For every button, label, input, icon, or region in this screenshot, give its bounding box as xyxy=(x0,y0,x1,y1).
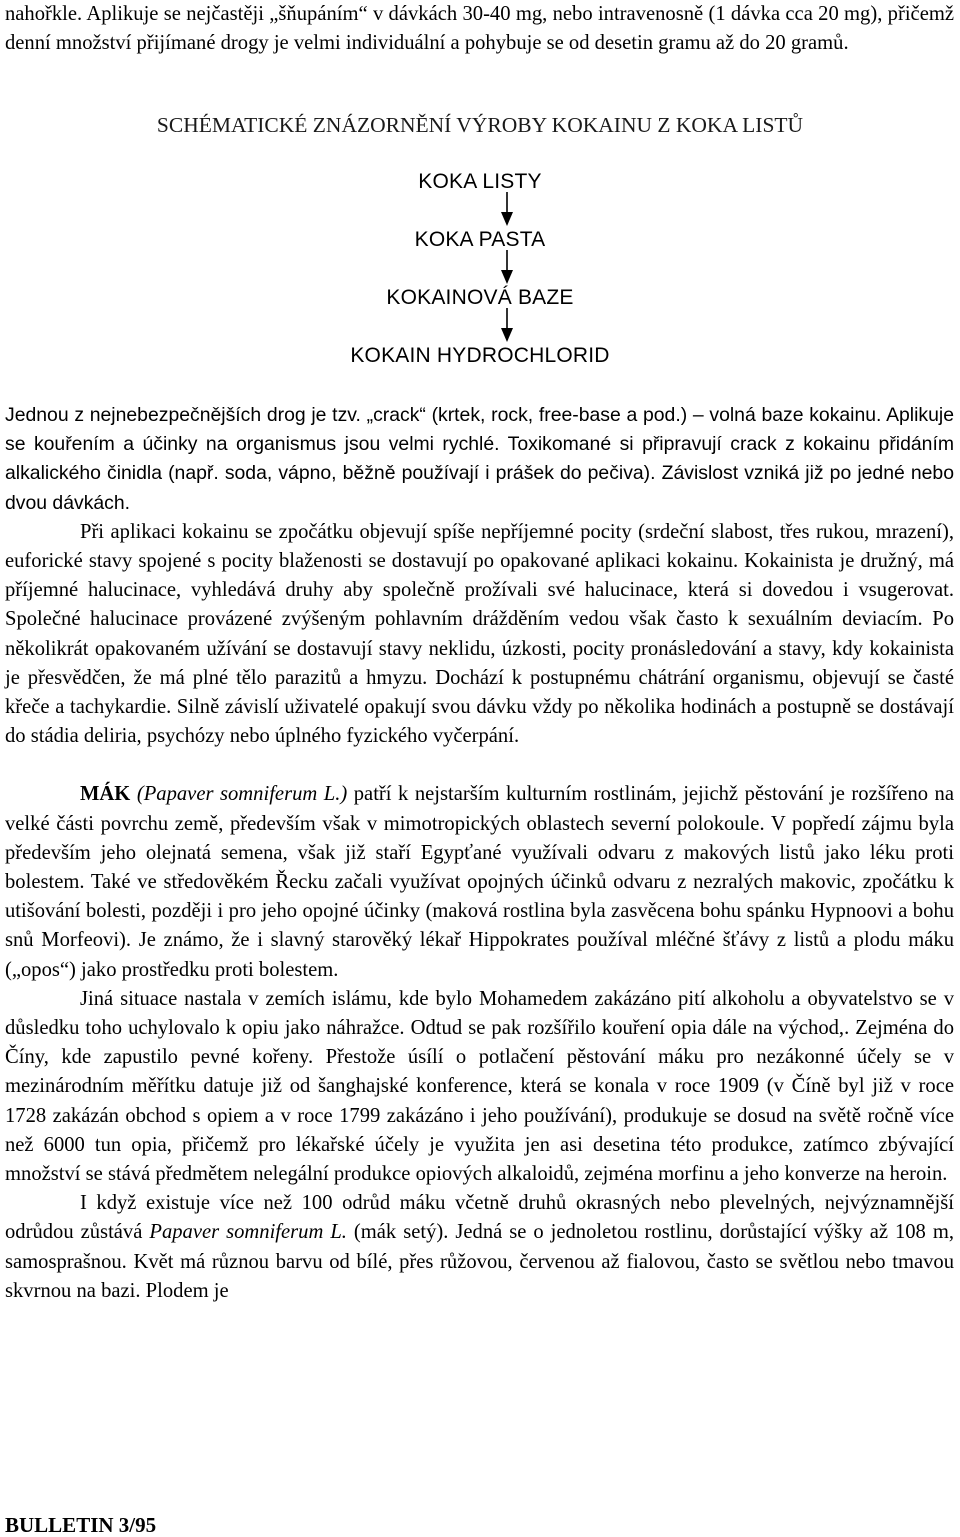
mak-latin-name: (Papaver somniferum L.) xyxy=(136,783,348,806)
mak-text: patří k nejstarším kulturním rostlinám, jejichž pěstování je rozšířeno na velké části povrchu země, především však v mimotropických oblastech severní polokoule. V popředí zájmu byla především jeho olejnatá semena, však již staří Egypťané využívali odvaru z makových listů jako léku proti bolestem. Také ve středověkém Řecku začali využívat opojných účinků odvaru z nezralých makovic, zpočátku k utišování bolesti, později i pro jeho opojné účinky (maková rostlina byla zasvěcena bohu spánku Hypnoovi a bohu snů Morfeovi). Je známo, že i slavný starověký lékař Hippokrates používal mléčné šťávy z listů a plodu máku („opos“) jako prostředku proti bolestem. xyxy=(5,783,954,981)
intro-paragraph xyxy=(5,0,954,58)
varieties-text-end: (mák setý). Jedná se o jednoletou rostlinu, dorůstající výšky až 108 m, samosprašnou. Květ má různou barvu od bílé, přes růžovou, červenou až fialovou, často se světlou nebo tmavou skvrnou na bazi. Plodem je xyxy=(5,1221,955,1302)
paragraph-islam: Jiná situace nastala v zemích islámu, kde bylo Mohamedem zakázáno pití alkoholu a obyvatelstvo se v důsledku toho uchylovalo k opiu jako náhražce. Odtud se pak rozšířilo kouření opia dále na východ,. Zejména do Číny, kde zapustilo pevné kořeny. Přestože úsílí o potlačení pěstování máku pro nezákonné účely se v mezinárodním měřítku datuje již od šanghajské konference, která se konala v roce 1909 (v Číně byl již v roce 1728 zakázán obchod s opiem a v roce 1799 zakázáno i jeho používání), produkuje se dosud na světě ročně více než 6000 tun opia, přičemž pro lékařské účely je využita jen asi desetina této produkce, zatímco zbývající množství se stává předmětem nelegální produkce opiových alkaloidů, zejména morfinu a jeho konverze na heroin. xyxy=(5,987,954,1186)
varieties-latin-name: Papaver somniferum L. xyxy=(149,1221,347,1244)
paragraph-effects: Při aplikaci kokainu se zpočátku objevují spíše nepříjemné pocity (srdeční slabost, třes rukou, mrazení), euforické stavy spojené s pocity blaženosti se dostavují po opakované aplikaci kokainu. Kokainista je družný, má příjemné halucinace, vyhledává druhy aby společně prožívali své halucinace, která si dovedou i vsugerovat. Společné halucinace provázené zvýšeným pohlavním drážděním vedou však často k sexuálním deviacím. Po několikrát opakovaném užívání se dostavují stavy neklidu, úzkosti, pocity pronásledování a stavy, kdy kokainista je přesvědčen, že má plné tělo parazitů a hmyzu. Dochází k postupnému chátrání organismu, objevují se časté křeče a tachykardie. Silně závislí uživatelé opakují svou dávku vždy po několika hodinách a postupně se dostávají do stádia deliria, psychózy nebo úplného fyzického vyčerpání. xyxy=(5,520,954,748)
intro-text: nahořkle. Aplikuje se nejčastěji „šňupáním“ v dávkách 30-40 mg, nebo intravenosně (1 dávka cca 20 mg), přičemž denní množství přijímané drogy je velmi individuální a pohybuje se od desetin gramu až do 20 gramů. xyxy=(5,3,954,55)
diagram-step-koka-listy: KOKA LISTY xyxy=(418,170,542,193)
diagram-step-kokainova-baze: KOKAINOVÁ BAZE xyxy=(386,286,574,309)
page-footer: BULLETIN 3/95 xyxy=(5,1513,157,1537)
arrow-down-icon xyxy=(499,192,515,226)
paragraph-crack: Jednou z nejnebezpečnějších drog je tzv. „crack“ (krtek, rock, free-base a pod.) – volná baze kokainu. Aplikuje se kouřením a účinky na organismus jsou velmi rychlé. Toxikomané si připravují crack z kokainu přidáním alkalického činidla (např. soda, vápno, běžně používají i prášek do pečiva). Závislost vzniká již po jedné nebo dvou dávkách. xyxy=(5,404,954,514)
arrow-down-icon xyxy=(499,250,515,284)
varieties-text-start: I když existuje více než 100 odrůd máku včetně druhů okrasných nebo plevelných, nejvýznamnější odrůdou zůstává xyxy=(5,1192,954,1244)
body-text xyxy=(5,401,954,1306)
arrow-down-icon xyxy=(499,308,515,342)
paragraph-mak xyxy=(5,780,954,984)
mak-heading: MÁK xyxy=(80,783,131,806)
diagram-step-koka-pasta: KOKA PASTA xyxy=(414,228,546,251)
diagram-step-kokain-hydrochlorid: KOKAIN HYDROCHLORID xyxy=(350,344,610,367)
diagram-title: SCHÉMATICKÉ ZNÁZORNĚNÍ VÝROBY KOKAINU Z KOKA LISTŮ xyxy=(156,113,804,137)
paragraph-varieties xyxy=(5,1189,954,1306)
